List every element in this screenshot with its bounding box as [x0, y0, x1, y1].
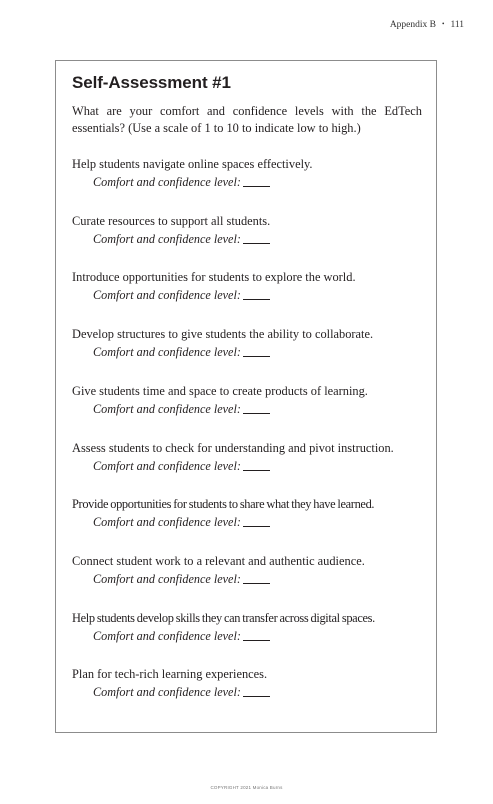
copyright-footer: COPYRIGHT 2021 Monica Burns	[210, 785, 283, 790]
rating-label: Comfort and confidence level:	[93, 629, 241, 643]
item-statement: Connect student work to a relevant and authentic audience.	[72, 554, 365, 568]
rating-label: Comfort and confidence level:	[93, 685, 241, 699]
rating-label: Comfort and confidence level:	[93, 515, 241, 529]
rating-label: Comfort and confidence level:	[93, 572, 241, 586]
rating-blank	[243, 639, 270, 641]
assessment-item	[72, 497, 424, 530]
item-statement: Help students navigate online spaces effectively.	[72, 157, 313, 171]
item-statement: Develop structures to give students the ability to collaborate.	[72, 327, 374, 341]
assessment-intro: What are your comfort and confidence levels with the EdTech essentials? (Use a scale of 1 to 10 to indicate low to high.)	[72, 104, 422, 135]
rating-blank	[243, 185, 270, 187]
item-statement: Help students develop skills they can transfer across digital spaces.	[72, 611, 375, 625]
rating-label: Comfort and confidence level:	[93, 232, 241, 246]
rating-blank	[243, 242, 270, 244]
assessment-item	[72, 384, 424, 417]
item-statement: Introduce opportunities for students to explore the world.	[72, 270, 356, 284]
item-statement: Give students time and space to create products of learning.	[72, 384, 368, 398]
assessment-item	[72, 214, 424, 247]
rating-line	[93, 232, 424, 247]
rating-blank	[243, 582, 270, 584]
rating-blank	[243, 355, 270, 357]
page-number: 111	[450, 20, 464, 30]
header-separator: •	[442, 20, 445, 28]
rating-label: Comfort and confidence level:	[93, 459, 241, 473]
appendix-label: Appendix B	[389, 20, 436, 30]
assessment-item	[72, 157, 424, 190]
item-statement: Provide opportunities for students to share what they have learned.	[72, 497, 375, 511]
rating-blank	[243, 298, 270, 300]
item-statement: Assess students to check for understanding and pivot instruction.	[72, 441, 394, 455]
rating-line	[93, 685, 424, 700]
assessment-title: Self-Assessment #1	[72, 73, 231, 92]
rating-label: Comfort and confidence level:	[93, 345, 241, 359]
rating-line	[93, 515, 424, 530]
rating-line	[93, 572, 424, 587]
rating-line	[93, 175, 424, 190]
rating-line	[93, 459, 424, 474]
rating-line	[93, 345, 424, 360]
rating-blank	[243, 469, 270, 471]
assessment-item	[72, 327, 424, 360]
rating-line	[93, 402, 424, 417]
page-header	[390, 20, 464, 30]
rating-line	[93, 288, 424, 303]
rating-label: Comfort and confidence level:	[93, 288, 241, 302]
rating-label: Comfort and confidence level:	[93, 175, 241, 189]
item-statement: Curate resources to support all students.	[72, 214, 271, 228]
assessment-item	[72, 270, 424, 303]
rating-blank	[243, 695, 270, 697]
rating-blank	[243, 412, 270, 414]
assessment-item	[72, 441, 424, 474]
rating-blank	[243, 525, 270, 527]
assessment-item	[72, 554, 424, 587]
rating-label: Comfort and confidence level:	[93, 402, 241, 416]
self-assessment-box	[55, 60, 437, 733]
item-statement: Plan for tech-rich learning experiences.	[72, 667, 268, 681]
assessment-item	[72, 667, 424, 700]
rating-line	[93, 629, 424, 644]
assessment-item	[72, 611, 424, 644]
